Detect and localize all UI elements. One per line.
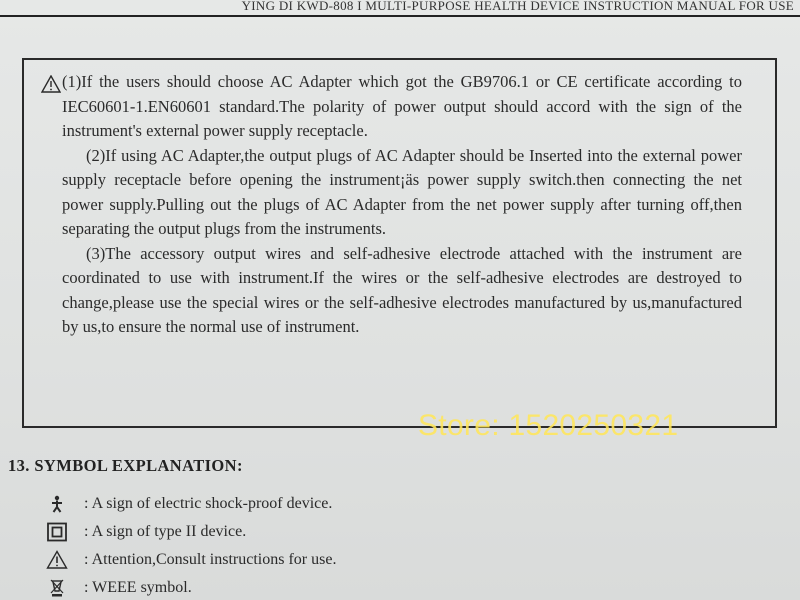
symbol-desc-type-ii: : A sign of type II device. [84, 523, 247, 540]
symbol-desc-attention: : Attention,Consult instructions for use. [84, 551, 337, 568]
symbol-item-shock-proof [46, 494, 332, 516]
notice-paragraph-2: (2)If using AC Adapter,the output plugs of AC Adapter should be Inserted into the external power supply receptacle before opening the instrument¡äs power supply switch.then connecting the net power supply.Pulling out the plugs of AC Adapter from the net power supply after turning off,then separating the output plugs from the instruments. [62, 145, 742, 238]
weee-bin-icon [46, 578, 68, 598]
symbol-item-type-ii [46, 522, 246, 544]
notice-paragraph-1: (1)If the users should choose AC Adapter which got the GB9706.1 or CE certificate according to IEC60601-1.EN60601 standard.The polarity of power output should accord with the sign of the instrument's external power supply receptacle. [62, 72, 742, 140]
symbol-desc-shock-proof: : A sign of electric shock-proof device. [84, 495, 333, 512]
symbol-desc-weee: : WEEE symbol. [84, 579, 192, 596]
manual-header-title: YING DI KWD-808 I MULTI-PURPOSE HEALTH DEVICE INSTRUCTION MANUAL FOR USE [241, 0, 794, 13]
store-watermark: Store: 1520250321 [418, 409, 679, 442]
symbol-item-weee [46, 578, 192, 600]
double-square-type-ii-icon [46, 522, 68, 542]
notice-text [62, 70, 742, 340]
section-title: 13. SYMBOL EXPLANATION: [8, 456, 243, 475]
header-rule [0, 15, 800, 17]
notice-paragraph-3: (3)The accessory output wires and self-adhesive electrode attached with the instrument are coordinated to use with instrument.If the wires or the self-adhesive electrodes are destroyed to change,please use the special wires or the self-adhesive electrodes manufactured by us,manufactured by us,to ensure the normal use of instrument. [62, 243, 742, 336]
warning-triangle-icon [41, 75, 61, 93]
safety-notice-box [22, 58, 777, 428]
attention-triangle-icon [46, 550, 68, 570]
symbol-item-attention [46, 550, 336, 572]
shock-proof-body-icon [46, 494, 68, 514]
